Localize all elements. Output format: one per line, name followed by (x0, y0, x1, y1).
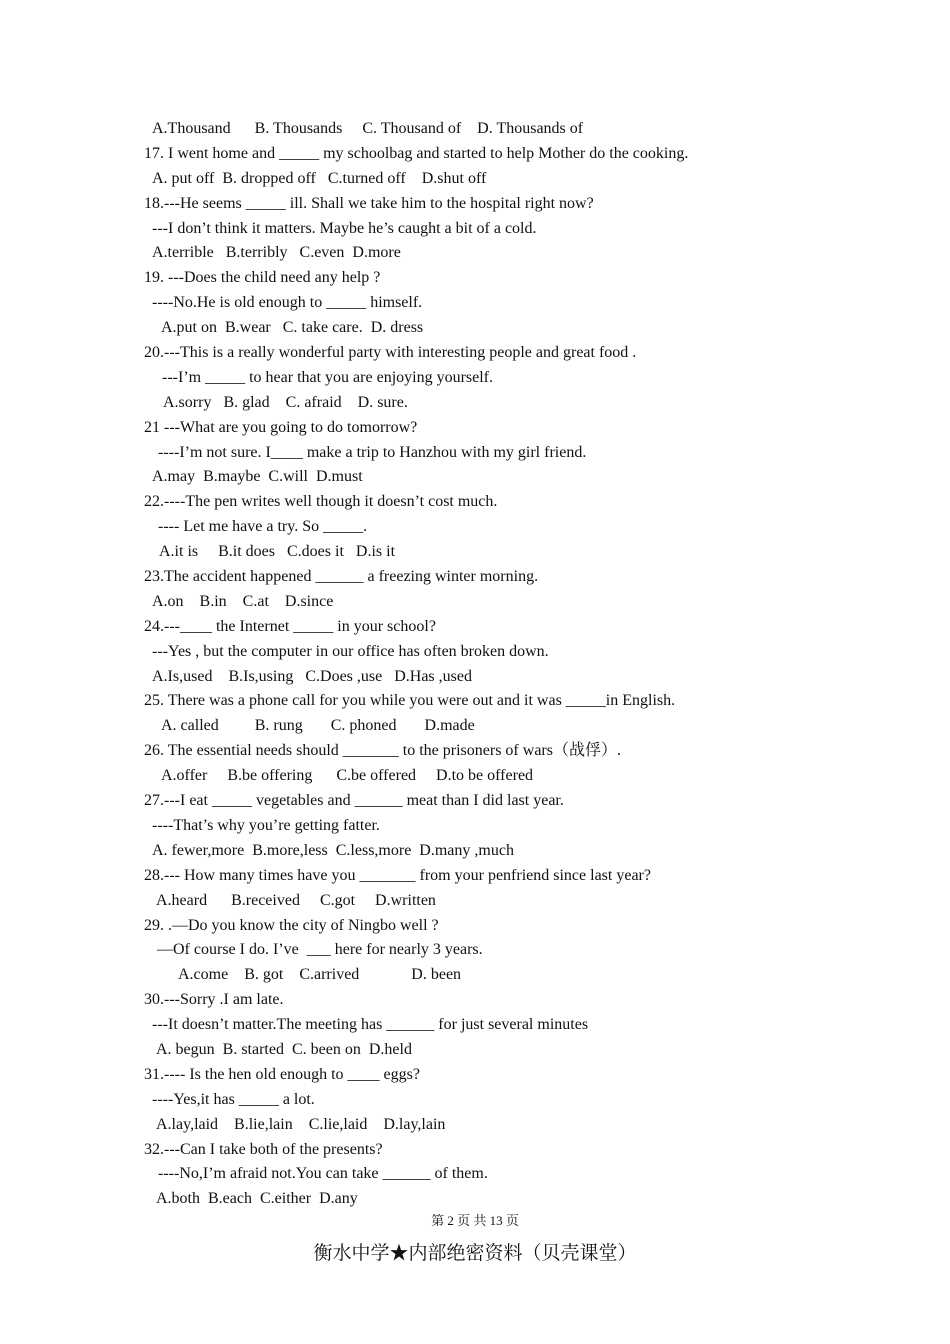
text-line: ----No,I’m afraid not.You can take ______ of them. (158, 1165, 488, 1183)
text-line: A. begun B. started C. been on D.held (156, 1040, 412, 1058)
text-line: A.may B.maybe C.will D.must (152, 468, 363, 486)
text-line: 24.---____ the Internet _____ in your school? (144, 617, 436, 635)
question-list (0, 117, 950, 1212)
text-line: ----That’s why you’re getting fatter. (152, 816, 380, 834)
text-line: 21 ---What are you going to do tomorrow? (144, 418, 418, 436)
text-line: ----Yes,it has _____ a lot. (152, 1090, 315, 1108)
text-line: A.lay,laid B.lie,lain C.lie,laid D.lay,lain (156, 1115, 446, 1133)
text-line: 20.---This is a really wonderful party with interesting people and great food . (144, 344, 637, 362)
text-line: A. fewer,more B.more,less C.less,more D.many ,much (152, 841, 514, 859)
text-line: 18.---He seems _____ ill. Shall we take him to the hospital right now? (144, 194, 594, 212)
text-line: A.offer B.be offering C.be offered D.to be offered (161, 767, 534, 785)
text-line: 32.---Can I take both of the presents? (144, 1140, 383, 1158)
text-line: 31.---- Is the hen old enough to ____ eggs? (144, 1065, 420, 1083)
text-line: ---It doesn’t matter.The meeting has ______ for just several minutes (152, 1016, 589, 1034)
text-line: ---I’m _____ to hear that you are enjoying yourself. (162, 368, 494, 386)
text-line: 29. .—Do you know the city of Ningbo well ? (144, 916, 439, 934)
text-line: A.on B.in C.at D.since (152, 592, 334, 610)
page-number: 第 2 页 共 13 页 (431, 1213, 519, 1228)
text-line: ----I’m not sure. I____ make a trip to Hanzhou with my girl friend. (158, 443, 587, 461)
text-line: ---I don’t think it matters. Maybe he’s caught a bit of a cold. (152, 219, 537, 237)
text-line: A. put off B. dropped off C.turned off D.shut off (152, 169, 487, 187)
text-line: 27.---I eat _____ vegetables and ______ meat than I did last year. (144, 792, 564, 810)
footer-brand: 衡水中学★内部绝密资料（贝壳课堂） (313, 1243, 637, 1264)
text-line: A.it is B.it does C.does it D.is it (159, 543, 396, 561)
text-line: 17. I went home and _____ my schoolbag and started to help Mother do the cooking. (144, 144, 689, 162)
text-line: A.heard B.received C.got D.written (156, 891, 436, 909)
text-line: A.Thousand B. Thousands C. Thousand of D. Thousands of (152, 120, 584, 137)
text-line: A.come B. got C.arrived D. been (178, 966, 462, 984)
text-line: 30.---Sorry .I am late. (144, 991, 284, 1009)
text-line: A.Is,used B.Is,using C.Does ,use D.Has ,used (152, 667, 472, 685)
text-line: ----No.He is old enough to _____ himself. (152, 294, 423, 312)
text-line: A.sorry B. glad C. afraid D. sure. (163, 393, 408, 411)
text-line: A. called B. rung C. phoned D.made (161, 717, 475, 735)
text-line: 25. There was a phone call for you while you were out and it was _____in English. (144, 692, 676, 710)
text-line: A.put on B.wear C. take care. D. dress (161, 319, 424, 337)
text-line: —Of course I do. I’ve ___ here for nearly 3 years. (157, 941, 483, 959)
text-line: 26. The essential needs should _______ to the prisoners of wars（战俘）. (144, 742, 621, 760)
text-line: 22.----The pen writes well though it doesn’t cost much. (144, 493, 498, 511)
text-line: A.terrible B.terribly C.even D.more (152, 244, 401, 262)
text-line: 23.The accident happened ______ a freezing winter morning. (144, 568, 539, 586)
text-line: 19. ---Does the child need any help ? (144, 269, 381, 287)
text-line: A.both B.each C.either D.any (156, 1190, 358, 1208)
text-line: 28.--- How many times have you _______ from your penfriend since last year? (144, 866, 651, 884)
text-line: ---- Let me have a try. So _____. (158, 518, 368, 536)
text-line: ---Yes , but the computer in our office has often broken down. (152, 642, 549, 660)
